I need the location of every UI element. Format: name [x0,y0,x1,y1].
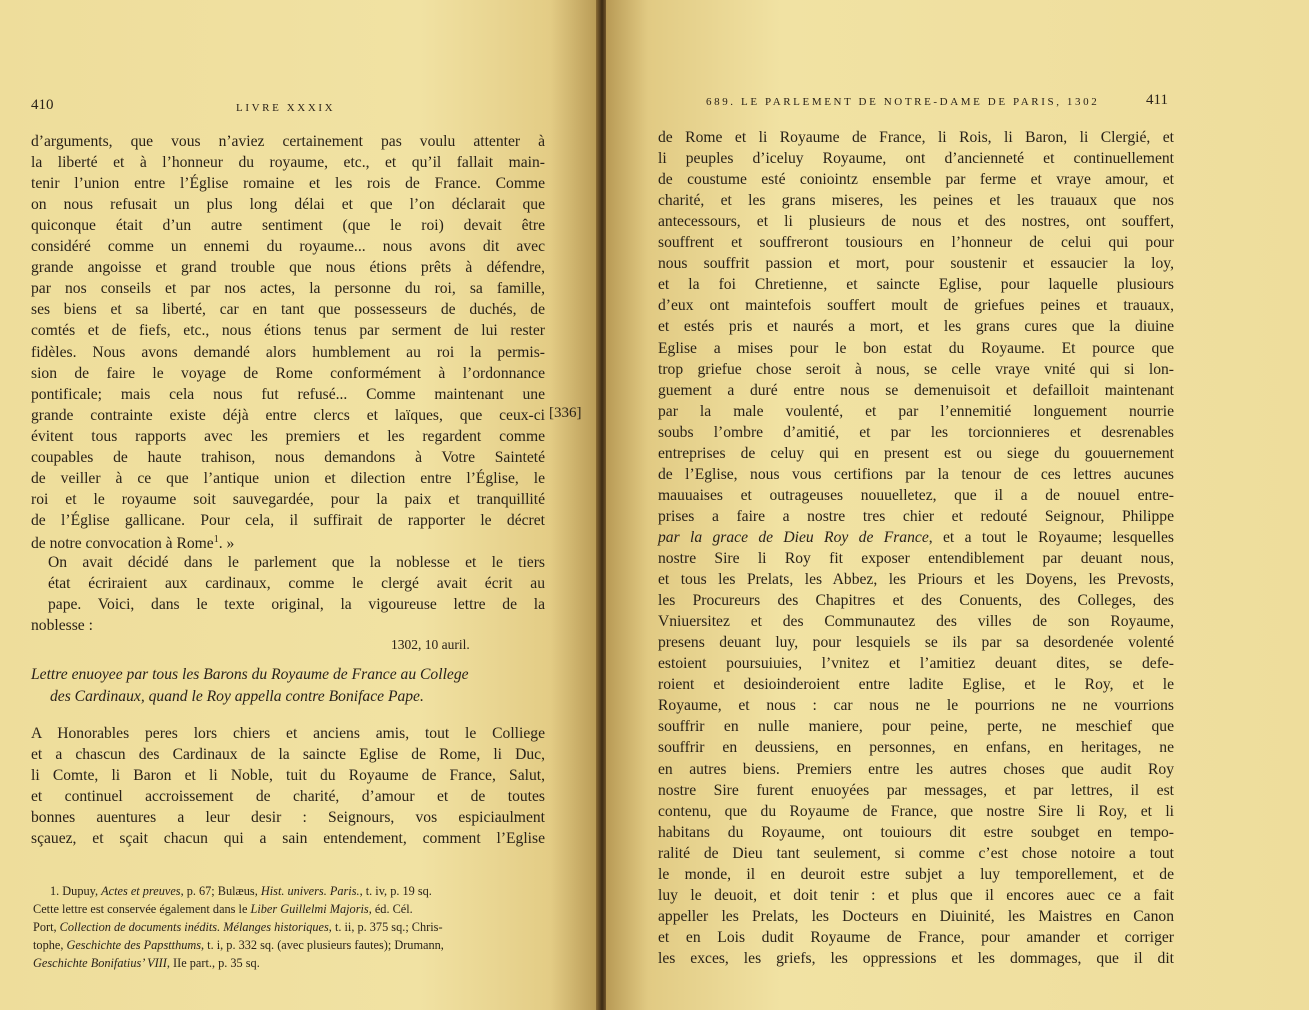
body-line: d’arguments, que vous n’aviez certainement pas voulu attenter à [31,133,545,150]
page-number: 411 [1146,92,1168,108]
body-line: de notre convocation à Rome$^1$. » [31,534,235,553]
body-line: luy le deuoit, et doit tenir : et plus que il encores auec ce a fait [658,886,1174,904]
body-line: et la foi Chretienne, et saincte Eglise, pour laquelle plusiours [658,276,1174,294]
body-line: par nos conseils et par nos actes, la personne du roi, sa famille, [31,280,545,298]
footnote-line: Cette lettre est conservée également dans le Liber Guillelmi Majoris, éd. Cél. [33,902,413,916]
body-line: entreprises de celuy qui en present est ou siege du gouuernement [658,444,1174,462]
body-line: roient et desioinderoient entre ladite Eglise, et le Roy, et le [658,676,1174,694]
body-line: guement a duré entre nous se demenuisoit et defailloit maintenant [658,381,1174,399]
body-line: antecessours, et li plusieurs de nous et des nostres, ont souffert, [658,213,1174,231]
body-line: de Rome et li Royaume de France, li Rois, li Baron, li Clergié, et [658,129,1174,146]
body-line: souffrent et souffreront tousiours en l’honneur de celui qui pour [658,234,1174,252]
footnote-marker: 1 [213,534,219,545]
body-line: les exces, les griefs, les oppressions et les dommages, que il dit [658,949,1174,967]
running-head: LIVRE XXXIX [236,102,336,114]
body-line: grande angoisse et grand trouble que nous étions prêts à défendre, [31,259,545,277]
footnote-line: Geschichte Bonifatius’ VIII, IIe part., p. 35 sq. [33,956,260,970]
body-line: ses biens et sa liberté, car en tant que possesseurs de duchés, de [31,301,545,319]
body-line: en autres biens. Premiers entre les autres choses que audit Roy [658,760,1174,778]
body-line: comtés et de fiefs, etc., nous étions tenus par serment de lui rester [31,322,545,340]
body-line: état écriraient aux cardinaux, comme le clergé avait écrit au [48,575,545,592]
footnote-line: 1. Dupuy, Actes et preuves, p. 67; Bulæus, Hist. univers. Paris., t. iv, p. 19 sq. [50,884,432,898]
body-line: et a chascun des Cardinaux de la saincte Eglise de Rome, li Duc, [31,746,545,763]
body-line: trop griefue chose seroit à nous, se celle vraye vnité qui si lon- [658,360,1174,378]
body-line: estoient poursuiuies, l’vnitez et l’amitiez deuant dites, se defe- [658,655,1174,673]
body-line: noblesse : [31,617,93,634]
body-line: de coustume esté coniointz ensemble par ferme et vraye amour, et [658,171,1174,189]
body-line: nous souffrit passion et mort, pour soustenir et essaucier la loy, [658,255,1174,273]
body-line: et tous les Prelats, les Abbez, les Priours et les Doyens, les Prevosts, [658,571,1174,589]
running-head: 689. LE PARLEMENT DE NOTRE-DAME DE PARIS, 1302 [706,96,1100,108]
letter-title: des Cardinaux, quand le Roy appella contre Boniface Pape. [50,688,424,705]
body-line: et estés pris et naurés a mort, et les grans cures que la diuine [658,318,1174,336]
margin-page-reference: [336] [549,405,582,421]
body-line: de l’Eglise, nous vous certifions par la tenour de ces lettres aucunes [658,465,1174,483]
body-line: ralité de Dieu tant seulement, si comme c’est chose notoire a tout [658,844,1174,862]
body-line: li Comte, li Baron et li Noble, tuit du Royaume de France, Salut, [31,767,545,784]
body-line: évitent tous rapports avec les premiers et les regardent comme [31,427,545,445]
body-line: bonnes auentures a leur desir : Seignours, vos espiciaulment [31,809,545,826]
body-line: Vniuersitez et des Communautez des villes de son Royaume, [658,613,1174,631]
body-line: souffrir en deussiens, en personnes, en enfans, en heritages, ne [658,739,1174,757]
footnote-line: tophe, Geschichte des Papstthums, t. i, p. 332 sq. (avec plusieurs fautes); Drumann, [33,938,444,952]
body-line: de l’Église gallicane. Pour cela, il suffirait de rapporter le décret [31,511,545,529]
body-line: le monde, il en deuroit estre subjet a luy temporellement, et de [658,865,1174,883]
body-line: li peuples d’iceluy Royaume, ont d’ancienneté et continuellement [658,150,1174,168]
body-line: fidèles. Nous avons demandé alors humblement au roi la permis- [31,343,545,361]
body-line: habitans du Royaume, ont touiours dit estre soubget en tempo- [658,823,1174,841]
body-line: et continuel accroissement de charité, d’amour et de toutes [31,788,545,805]
body-line: nostre Sire li Roy fit exposer entendiblement par deuant nous, [658,550,1174,567]
body-line: A Honorables peres lors chiers et anciens amis, tout le Colliege [31,725,545,742]
body-line: souffrir en nulle maniere, pour peine, perte, ne meschief que [658,718,1174,736]
body-line: la liberté et à l’honneur du royaume, etc., et qu’il fallait main- [31,154,545,172]
body-line: charité, et les grans miseres, les peines et les trauaux que nos [658,192,1174,210]
body-line: de veiller à ce que l’antique union et dilection entre l’Église, le [31,469,545,487]
body-line: par la male voulenté, et par l’ennemitié longuement nourrie [658,402,1174,420]
body-line: contenu, que du Royaume de France, que nostre Sire li Roy, et li [658,802,1174,820]
body-line: roi et le royaume soit sauvegardée, pour la paix et tranquillité [31,490,545,508]
body-line: pape. Voici, dans le texte original, la vigoureuse lettre de la [48,596,545,613]
body-line: sçauez, et sçait chacun qui a sain entendement, comment l’Eglise [31,830,545,847]
body-line: presens deuant luy, pour lesquiels se ils par sa desordenée volenté [658,634,1174,652]
body-line: par la grace de Dieu Roy de France, et a tout le Royaume; lesquelles [658,529,1174,546]
body-line: pontificale; mais cela nous fut refusé... Comme maintenant une [31,385,545,403]
right-page [606,0,1309,1010]
body-line: Eglise a mises pour le bon estat du Royaume. Et pource que [658,339,1174,357]
body-line: et en Lois dudit Royaume de France, pour amander et corriger [658,928,1174,946]
body-line: On avait décidé dans le parlement que la noblesse et le tiers [48,554,545,571]
body-line: les Procureurs des Chapitres et des Conuents, des Colleges, des [658,592,1174,610]
page-number: 410 [31,97,54,113]
body-line: coupables de haute trahison, nous demandons à Votre Sainteté [31,448,545,466]
body-line: mauuaises et outrageuses nouuelletez, que il a de nouuel entre- [658,486,1174,504]
body-line: tenir l’union entre l’Église romaine et les rois de France. Comme [31,175,545,193]
body-line: Royaume, et nous : car nous ne le pourrions ne ne vourrions [658,697,1174,715]
body-line: considéré comme un ennemi du royaume... nous avons dit avec [31,238,545,256]
left-page [0,0,598,1010]
body-line: appeller les Prelats, les Docteurs en Diuinité, les Maistres en Canon [658,907,1174,925]
body-line: d’eux ont maintefois souffert moult de griefues peines et trauaux, [658,297,1174,315]
body-line: nostre Sire furent enuoyées par messages, et par lettres, il est [658,781,1174,799]
body-line: soubs l’ombre d’amitié, et par les torcionnieres et desrenables [658,423,1174,441]
letter-title: Lettre enuoyee par tous les Barons du Royaume de France au College [31,666,469,683]
letter-date: 1302, 10 auril. [391,637,470,652]
body-line: grande contrainte existe déjà entre clercs et laïques, que ceux-ci [31,406,545,424]
body-line: prises a faire a nostre tres chier et redouté Seignour, Philippe [658,507,1174,525]
footnote-line: Port, Collection de documents inédits. Mélanges historiques, t. ii, p. 375 sq.; Chris- [33,920,443,934]
body-line: quiconque était d’un autre sentiment (que le roi) devait être [31,217,545,235]
body-line: on nous refusait un plus long délai et que l’on déclarait que [31,196,545,214]
body-line: sion de faire le voyage de Rome conformément à l’ordonnance [31,364,545,382]
